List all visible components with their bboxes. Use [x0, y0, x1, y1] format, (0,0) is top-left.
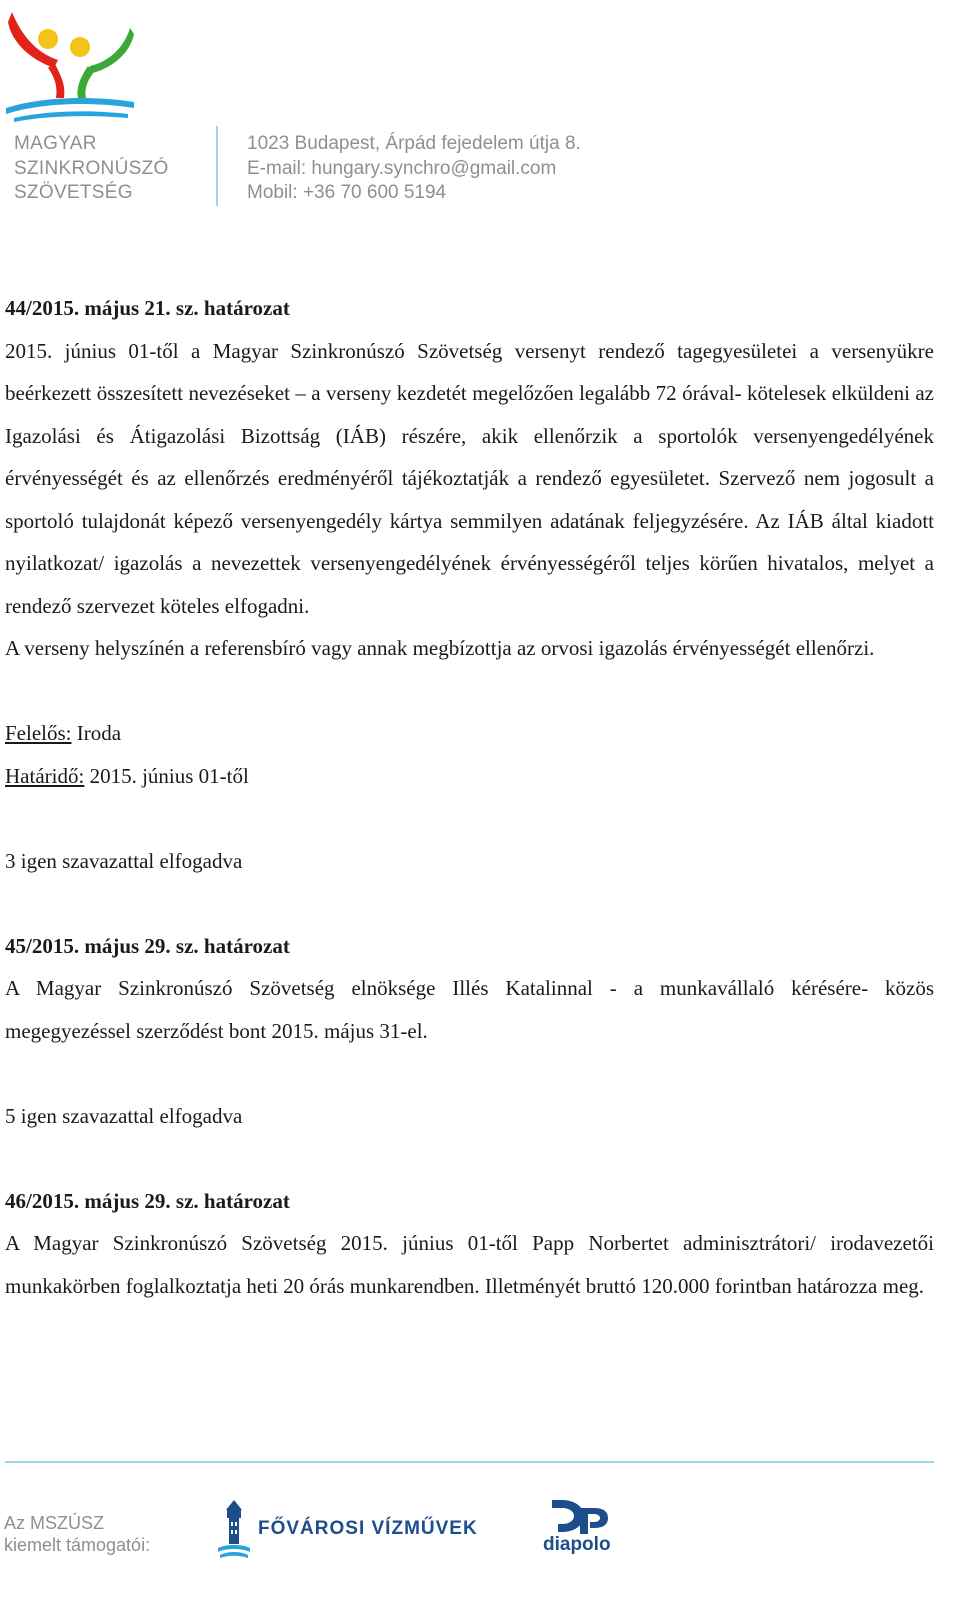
responsible-line: [5, 712, 934, 755]
sponsor-name: FŐVÁROSI VÍZMŰVEK: [258, 1518, 478, 1539]
deadline-line: [5, 755, 934, 798]
deadline-value: 2015. június 01-től: [84, 763, 249, 788]
sponsor-logo-vizmuvek: [218, 1498, 478, 1560]
document-body: [5, 287, 934, 1307]
phone: Mobil: +36 70 600 5194: [247, 182, 447, 203]
resolution-text: A verseny helyszínén a referensbíró vagy annak megbízottja az orvosi igazolás érvényességét ellenőrzi.: [5, 636, 875, 660]
sponsor-label-line: Az MSZÚSZ: [4, 1513, 105, 1533]
email[interactable]: E-mail: hungary.synchro@gmail.com: [247, 157, 557, 179]
responsible-value: Iroda: [71, 721, 122, 745]
deadline-label: Határidő:: [5, 763, 85, 788]
federation-logo: [4, 2, 136, 122]
sponsor-label: [4, 1512, 150, 1556]
sponsor-logo-diapolo: [540, 1498, 626, 1560]
address: 1023 Budapest, Árpád fejedelem útja 8.: [247, 133, 581, 154]
resolution-title: 46/2015. május 29. sz. határozat: [5, 1188, 290, 1213]
water-tower-icon: [218, 1498, 250, 1560]
vote-result: 5 igen szavazattal elfogadva: [5, 1103, 243, 1128]
resolution-title: 44/2015. május 21. sz. határozat: [5, 296, 290, 320]
diapolo-mark-icon: [540, 1498, 626, 1534]
footer-divider: [5, 1461, 934, 1463]
vote-result: 3 igen szavazattal elfogadva: [5, 848, 243, 873]
responsible-label: Felelős:: [5, 721, 72, 745]
org-name-line: SZINKRONÚSZÓ: [14, 157, 169, 179]
resolution-title: 45/2015. május 29. sz. határozat: [5, 933, 290, 958]
resolution-text: 2015. június 01-től a Magyar Szinkronúszó Szövetség versenyt rendező tagegyesületei a versenyükre beérkezett összesített nevezéseket – a verseny kezdetét megelőzően legalább 72 órával- kötelesek elküldeni az Igazolási és Átigazolási Bizottság (IÁB) részére, akik ellenőrzik a sportolók versenyengedélyének érvényességét és az ellenőrzés eredményéről tájékoztatják a rendező egyesületet. Szervező nem jogosult a sportoló tulajdonát képező versenyengedély kártya semmilyen adatának feljegyzésére. Az IÁB által kiadott nyilatkozat/ igazolás a nevezettek versenyengedélyének érvényességéről teljes körűen hivatalos, melyet a rendező szervezet köteles elfogadni.: [5, 338, 934, 618]
resolution-text: A Magyar Szinkronúszó Szövetség 2015. június 01-től Papp Norbertet adminisztrátori/ irodavezetői munkakörben foglalkoztatja heti 20 órás munkarendben. Illetményét bruttó 120.000 forintban határozza meg.: [5, 1231, 934, 1298]
resolution-text: A Magyar Szinkronúszó Szövetség elnöksége Illés Katalinnal - a munkavállaló kérésére- közös megegyezéssel szerződést bont 2015. május 31-el.: [5, 976, 934, 1043]
org-name-line: SZÖVETSÉG: [14, 182, 133, 203]
sponsor-name: diapolo: [543, 1534, 611, 1555]
org-name: [14, 132, 169, 206]
org-name-line: MAGYAR: [14, 133, 97, 154]
contact-info: [247, 132, 581, 206]
header-divider: [216, 126, 218, 206]
sponsor-label-line: kiemelt támogatói:: [4, 1535, 151, 1555]
